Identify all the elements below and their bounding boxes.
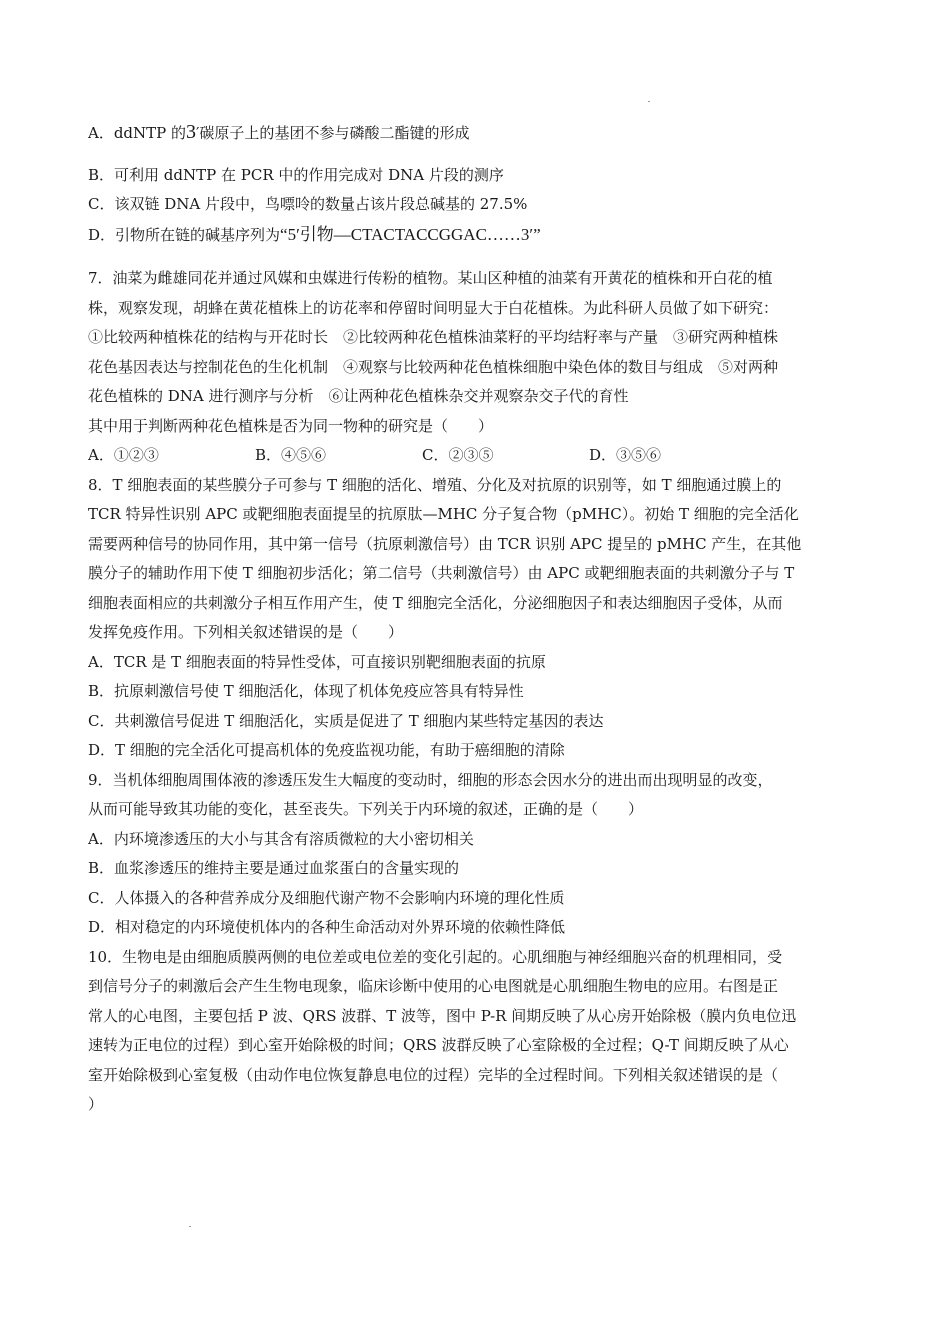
stray-dot-bottom bbox=[189, 1226, 191, 1227]
q8-stem-line: 8．T 细胞表面的某些膜分子可参与 T 细胞的活化、增殖、分化及对抗原的识别等，如 T 细胞通过膜上的 bbox=[88, 475, 782, 494]
q10-stem-line: 常人的心电图，主要包括 P 波、QRS 波群、T 波等，图中 P-R 间期反映了从心房开始除极（膜内负电位迅 bbox=[88, 1006, 797, 1025]
q7-stem-line: 7．油菜为雌雄同花并通过风媒和虫媒进行传粉的植物。某山区种植的油菜有开黄花的植株和开白花的植 bbox=[88, 269, 773, 287]
q6-option-a-superscript: 3 bbox=[186, 121, 197, 143]
q7-stem-line: 其中用于判断两种花色植株是否为同一物种的研究是（ ） bbox=[88, 416, 494, 435]
q7-options-row bbox=[88, 441, 864, 471]
q7-option-c: C．②③⑤ bbox=[422, 446, 494, 464]
q6-option-c: C．该双链 DNA 片段中，鸟嘌呤的数量占该片段总碱基的 27.5% bbox=[88, 195, 528, 213]
q7-stem-line: 株，观察发现，胡蜂在黄花植株上的访花率和停留时间明显大于白花植株。为此科研人员做了如下研究： bbox=[88, 298, 779, 317]
stray-dot-top bbox=[648, 101, 650, 102]
q7-option-a: A．①②③ bbox=[88, 446, 159, 464]
question-8 bbox=[88, 471, 864, 766]
q6-option-d-sequence: “5′引物—CTACTACCGGAC……3′” bbox=[280, 224, 541, 244]
q7-stem-line: 花色植株的 DNA 进行测序与分析 ⑥让两种花色植株杂交并观察杂交子代的育性 bbox=[88, 387, 629, 405]
q8-option-c: C．共刺激信号促进 T 细胞活化，实质是促进了 T 细胞内某些特定基因的表达 bbox=[88, 711, 604, 730]
q8-option-d: D．T 细胞的完全活化可提高机体的免疫监视功能，有助于癌细胞的清除 bbox=[88, 741, 565, 759]
q6-option-d: D．引物所在链的碱基序列为“5′引物—CTACTACCGGAC……3′” bbox=[88, 224, 541, 244]
question-10 bbox=[88, 943, 864, 1120]
q10-stem-line: 室开始除极到心室复极（由动作电位恢复静息电位的过程）完毕的全过程时间。下列相关叙述错误的是（ bbox=[88, 1065, 779, 1084]
question-9 bbox=[88, 766, 864, 943]
exam-page bbox=[88, 118, 864, 1120]
q9-option-b: B．血浆渗透压的维持主要是通过血浆蛋白的含量实现的 bbox=[88, 859, 460, 877]
q8-stem-line: 需要两种信号的协同作用，其中第一信号（抗原刺激信号）由 TCR 识别 APC 提呈的 pMHC 产生，在其他 bbox=[88, 534, 802, 553]
q9-option-d: D．相对稳定的内环境使机体内的各种生命活动对外界环境的依赖性降低 bbox=[88, 918, 566, 936]
q9-option-c: C．人体摄入的各种营养成分及细胞代谢产物不会影响内环境的理化性质 bbox=[88, 888, 565, 907]
q6-option-b: B．可利用 ddNTP 在 PCR 中的作用完成对 DNA 片段的测序 bbox=[88, 165, 504, 184]
question-7 bbox=[88, 264, 864, 471]
q9-stem-line: 从而可能导致其功能的变化，甚至丧失。下列关于内环境的叙述，正确的是（ ） bbox=[88, 800, 644, 818]
q8-option-b: B．抗原刺激信号使 T 细胞活化，体现了机体免疫应答具有特异性 bbox=[88, 682, 524, 700]
q9-stem-line: 9．当机体细胞周围体液的渗透压发生大幅度的变动时，细胞的形态会因水分的进出而出现明显的改变， bbox=[88, 770, 773, 789]
q8-option-a: A．TCR 是 T 细胞表面的特异性受体，可直接识别靶细胞表面的抗原 bbox=[88, 652, 546, 671]
q10-stem-line: 10．生物电是由细胞质膜两侧的电位差或电位差的变化引起的。心肌细胞与神经细胞兴奋的机理相同，受 bbox=[88, 947, 783, 966]
q7-stem-line: ①比较两种植株花的结构与开花时长 ②比较两种花色植株油菜籽的平均结籽率与产量 ③研究两种植株 bbox=[88, 328, 779, 346]
q8-stem-line: TCR 特异性识别 APC 或靶细胞表面提呈的抗原肽—MHC 分子复合物（pMHC）。初始 T 细胞的完全活化 bbox=[88, 505, 799, 523]
q8-stem-line: 膜分子的辅助作用下使 T 细胞初步活化；第二信号（共刺激信号）由 APC 或靶细胞表面的共刺激分子与 T bbox=[88, 564, 795, 582]
q7-option-d: D．③⑤⑥ bbox=[589, 446, 662, 464]
q6-option-a: A．ddNTP 的3′碳原子上的基团不参与磷酸二酯键的形成 bbox=[88, 121, 470, 143]
q7-stem-line: 花色基因表达与控制花色的生化机制 ④观察与比较两种花色植株细胞中染色体的数目与组成 ⑤对两种 bbox=[88, 357, 779, 376]
q9-option-a: A．内环境渗透压的大小与其含有溶质微粒的大小密切相关 bbox=[88, 829, 474, 848]
q10-stem-line: ） bbox=[88, 1095, 104, 1113]
q8-stem-line: 发挥免疫作用。下列相关叙述错误的是（ ） bbox=[88, 623, 404, 641]
q7-option-b: B．④⑤⑥ bbox=[255, 446, 327, 464]
q10-stem-line: 到信号分子的刺激后会产生生物电现象，临床诊断中使用的心电图就是心肌细胞生物电的应用。右图是正 bbox=[88, 977, 779, 995]
q10-stem-line: 速转为正电位的过程）到心室开始除极的时间；QRS 波群反映了心室除极的全过程；Q-T 间期反映了从心 bbox=[88, 1036, 789, 1054]
q8-stem-line: 细胞表面相应的共刺激分子相互作用产生，使 T 细胞完全活化，分泌细胞因子和表达细胞因子受体，从而 bbox=[88, 593, 783, 612]
